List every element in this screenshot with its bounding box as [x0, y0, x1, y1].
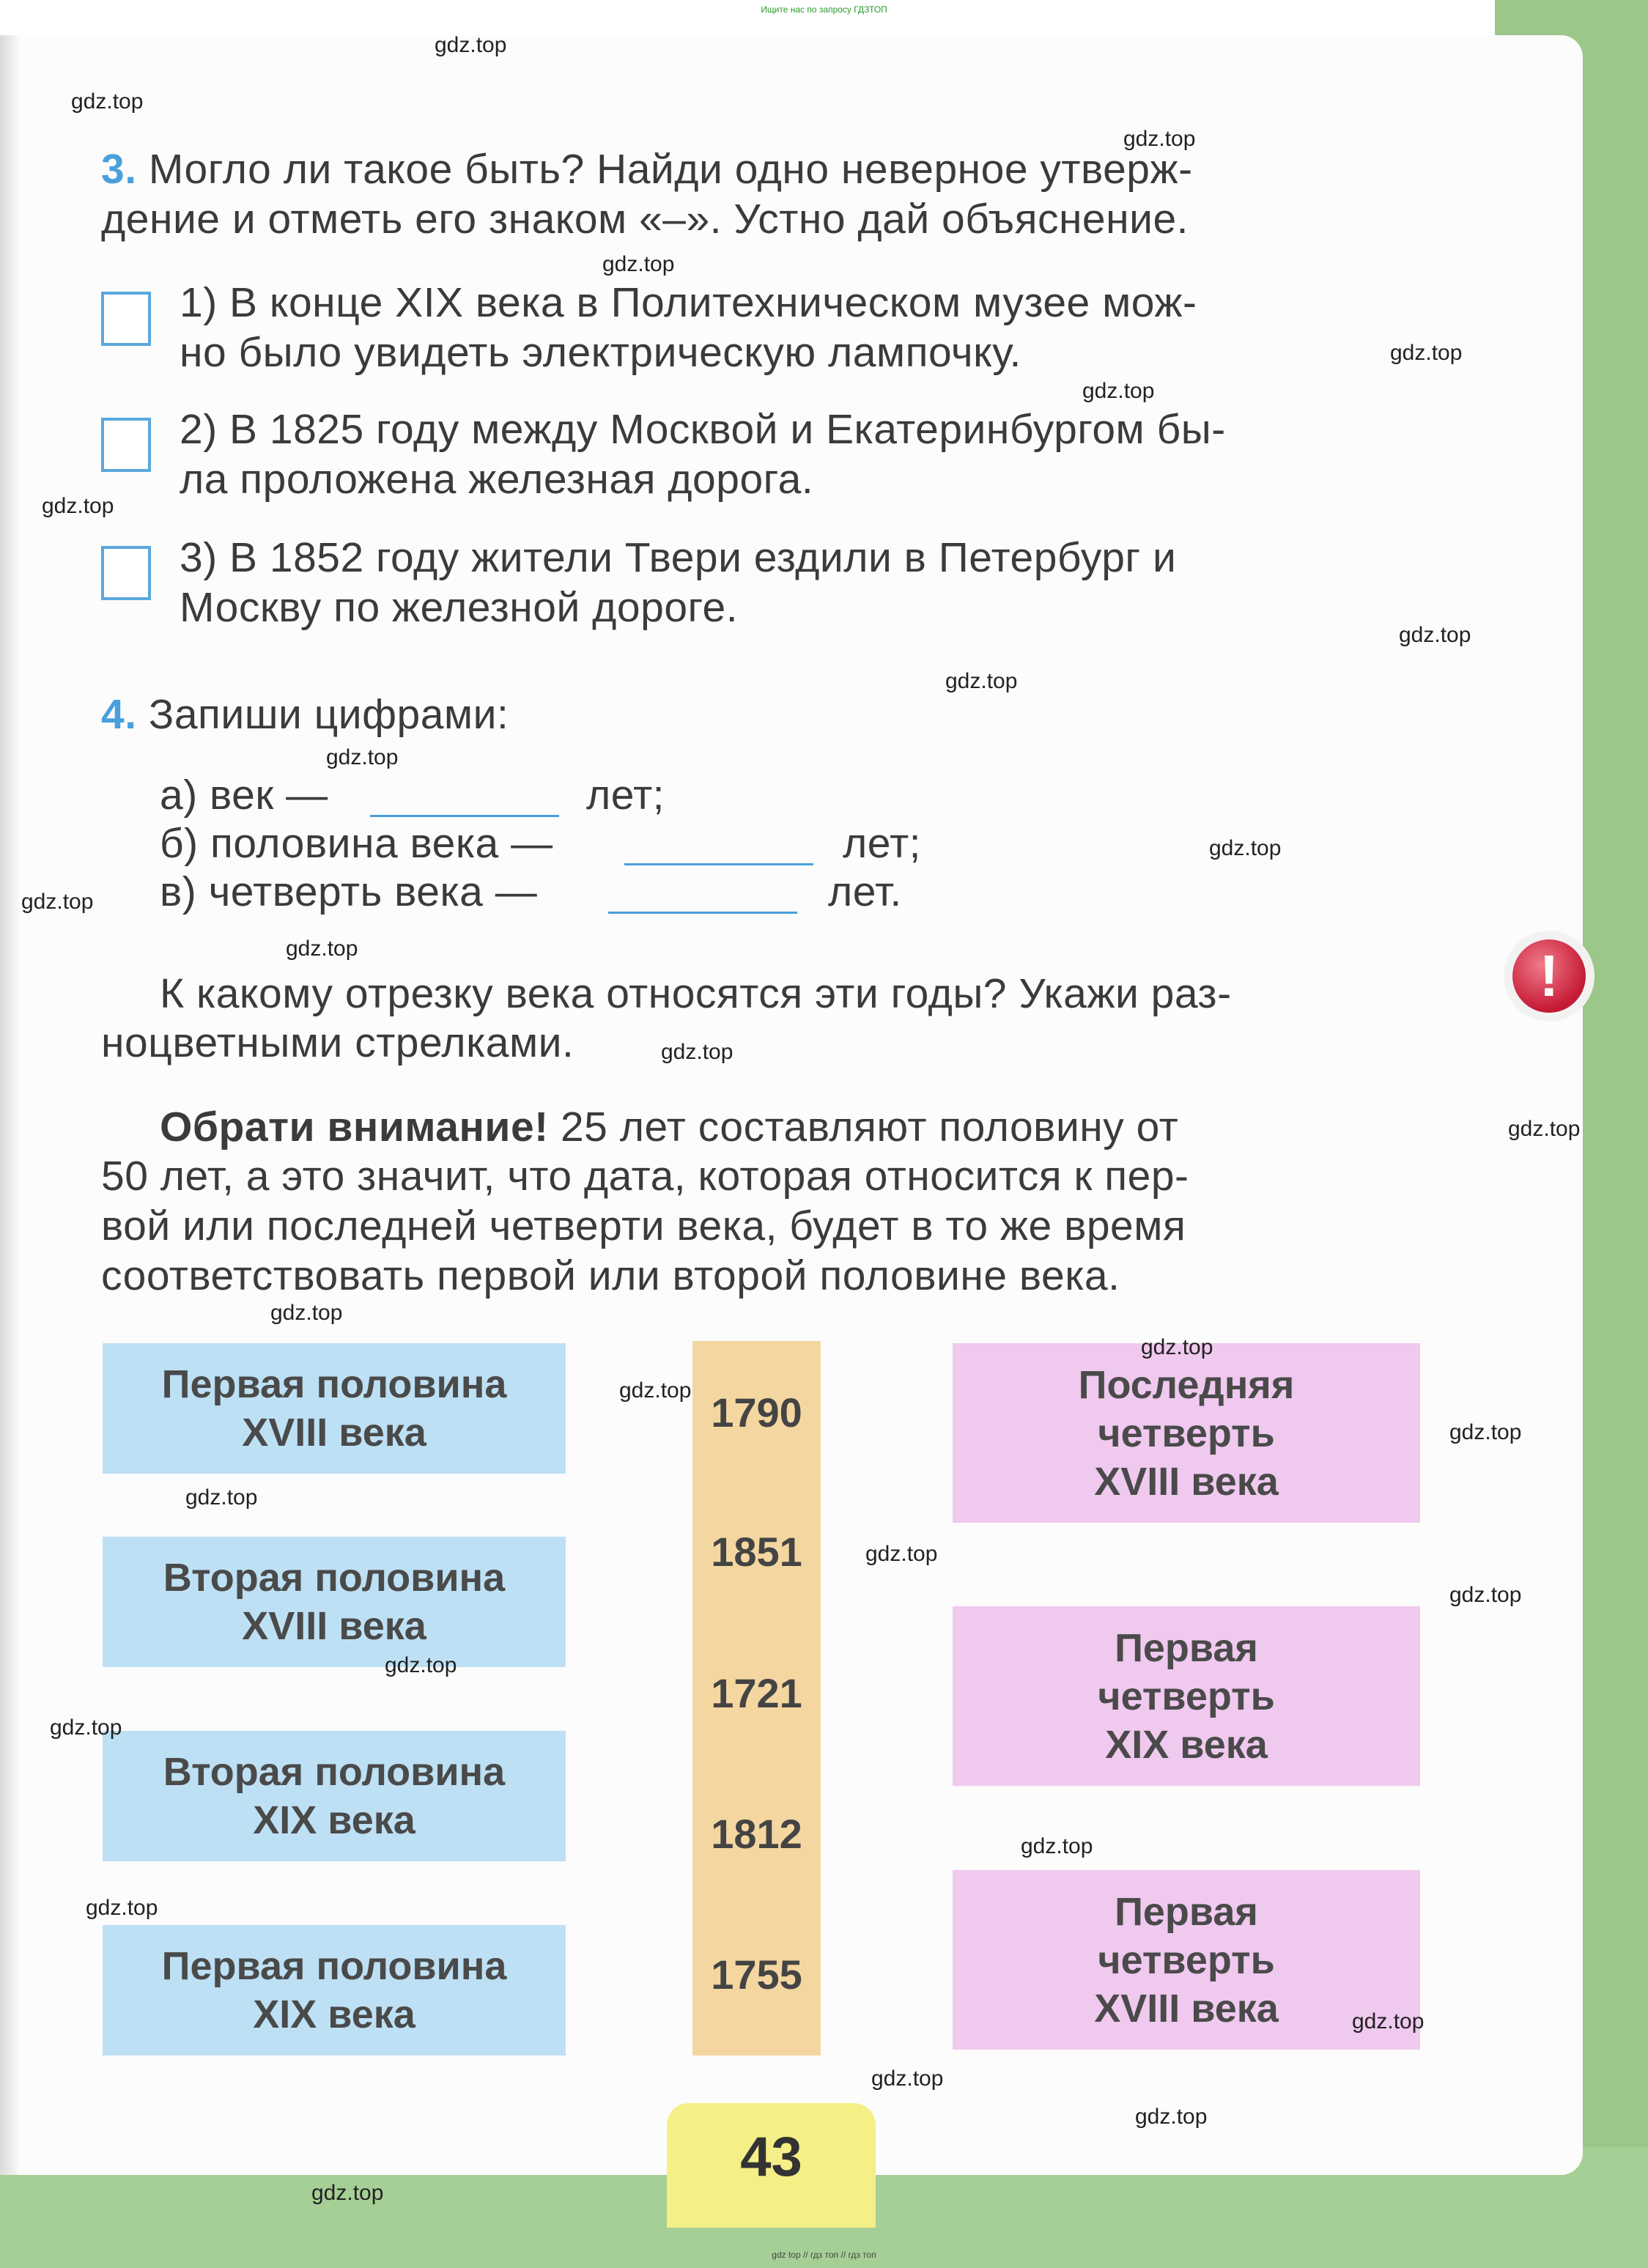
watermark: gdz.top — [270, 1301, 343, 1325]
watermark: gdz.top — [1399, 623, 1471, 647]
year-label[interactable]: 1851 — [711, 1529, 802, 1575]
task4-question-line2: ноцветными стрелками. — [101, 1019, 574, 1066]
task4-number: 4. — [101, 691, 137, 738]
task4-title-line: 4. Запиши цифрами: — [101, 691, 509, 738]
page-number-tab — [667, 2103, 876, 2228]
statement1-line1: 1) В конце XIX века в Политехническом музее мож- — [180, 279, 1197, 326]
statement3-checkbox[interactable] — [101, 546, 151, 600]
exclamation-icon: ! — [1512, 939, 1586, 1013]
year-label[interactable]: 1755 — [711, 1951, 802, 1998]
statement1-checkbox[interactable] — [101, 292, 151, 346]
watermark: gdz.top — [619, 1378, 692, 1403]
watermark: gdz.top — [1123, 127, 1196, 151]
watermark: gdz.top — [326, 745, 399, 769]
note-line4: соответствовать первой или второй половине века. — [101, 1252, 1120, 1299]
attention-icon — [1504, 931, 1595, 1022]
task4-b-answer-blank[interactable] — [624, 863, 813, 865]
watermark: gdz.top — [86, 1896, 158, 1920]
statement2-line1: 2) В 1825 году между Москвой и Екатеринбургом бы- — [180, 406, 1226, 453]
watermark: gdz.top — [1352, 2009, 1425, 2034]
statement3-line1: 3) В 1852 году жители Твери ездили в Петербург и — [180, 534, 1177, 581]
watermark: gdz.top — [50, 1715, 122, 1740]
statement2-checkbox[interactable] — [101, 418, 151, 472]
task4-c-answer-blank[interactable] — [608, 912, 797, 914]
task4-a-unit: лет; — [586, 772, 665, 819]
watermark: gdz.top — [945, 669, 1018, 693]
note-line1: Обрати внимание! 25 лет составляют половину от — [160, 1104, 1179, 1150]
watermark: gdz.top — [871, 2066, 944, 2091]
left-box-3[interactable]: Вторая половина XIX века — [103, 1731, 566, 1861]
watermark: gdz.top — [21, 890, 94, 914]
right-box-1[interactable]: Последняя четверть XVIII века — [953, 1343, 1420, 1523]
watermark: gdz.top — [311, 2181, 384, 2205]
left-box-4[interactable]: Первая половина XIX века — [103, 1925, 566, 2055]
statement2-line2: ла проложена железная дорога. — [180, 456, 814, 503]
task4-c-unit: лет. — [828, 868, 902, 915]
left-box-1[interactable]: Первая половина XVIII века — [103, 1343, 566, 1474]
note-line2: 50 лет, а это значит, что дата, которая относится к пер- — [101, 1153, 1189, 1200]
left-box-2[interactable]: Вторая половина XVIII века — [103, 1537, 566, 1667]
watermark: gdz.top — [1508, 1117, 1581, 1141]
page-fold-shadow — [0, 35, 21, 2175]
page-number: 43 — [740, 2126, 802, 2188]
statement1-line2: но было увидеть электрическую лампочку. — [180, 329, 1021, 376]
task3-number: 3. — [101, 146, 137, 193]
task4-b-label: б) половина века — — [160, 820, 553, 867]
task4-a-answer-blank[interactable] — [370, 815, 559, 817]
year-label[interactable]: 1812 — [711, 1811, 802, 1857]
watermark: gdz.top — [1141, 1335, 1213, 1359]
bottom-note: gdz top // гдз топ // гдз топ — [772, 2250, 876, 2260]
task4-a-label: а) век — — [160, 772, 328, 819]
watermark: gdz.top — [435, 33, 507, 57]
watermark: gdz.top — [661, 1040, 734, 1064]
task4-question-line1: К какому отрезку века относятся эти годы? Укажи раз- — [160, 970, 1232, 1017]
watermark: gdz.top — [1449, 1420, 1522, 1444]
watermark: gdz.top — [602, 252, 675, 276]
year-label[interactable]: 1721 — [711, 1670, 802, 1716]
task4-b-unit: лет; — [843, 820, 922, 867]
watermark: gdz.top — [42, 494, 114, 518]
watermark: gdz.top — [1135, 2105, 1208, 2129]
watermark: gdz.top — [1390, 341, 1463, 365]
task3-line1: 3. Могло ли такое быть? Найди одно неверное утверж- — [101, 146, 1193, 193]
statement3-line2: Москву по железной дороге. — [180, 584, 739, 631]
right-box-3[interactable]: Первая четверть XVIII века — [953, 1870, 1420, 2050]
top-note: Ищите нас по запросу ГДЗТОП — [761, 4, 887, 15]
watermark: gdz.top — [1449, 1583, 1522, 1607]
note-line3: вой или последней четверти века, будет в то же время — [101, 1203, 1186, 1249]
watermark: gdz.top — [1021, 1834, 1093, 1858]
watermark: gdz.top — [286, 937, 358, 961]
watermark: gdz.top — [385, 1653, 457, 1677]
right-box-2[interactable]: Первая четверть XIX века — [953, 1606, 1420, 1786]
years-column — [692, 1341, 821, 2055]
watermark: gdz.top — [1209, 836, 1282, 860]
task4-c-label: в) четверть века — — [160, 868, 538, 915]
watermark: gdz.top — [71, 89, 144, 114]
watermark: gdz.top — [185, 1485, 258, 1510]
watermark: gdz.top — [865, 1542, 938, 1566]
watermark: gdz.top — [1082, 379, 1155, 403]
note-bold: Обрати внимание! — [160, 1104, 549, 1150]
task3-line2: дение и отметь его знаком «–». Устно дай объяснение. — [101, 196, 1189, 243]
year-label[interactable]: 1790 — [711, 1389, 802, 1436]
